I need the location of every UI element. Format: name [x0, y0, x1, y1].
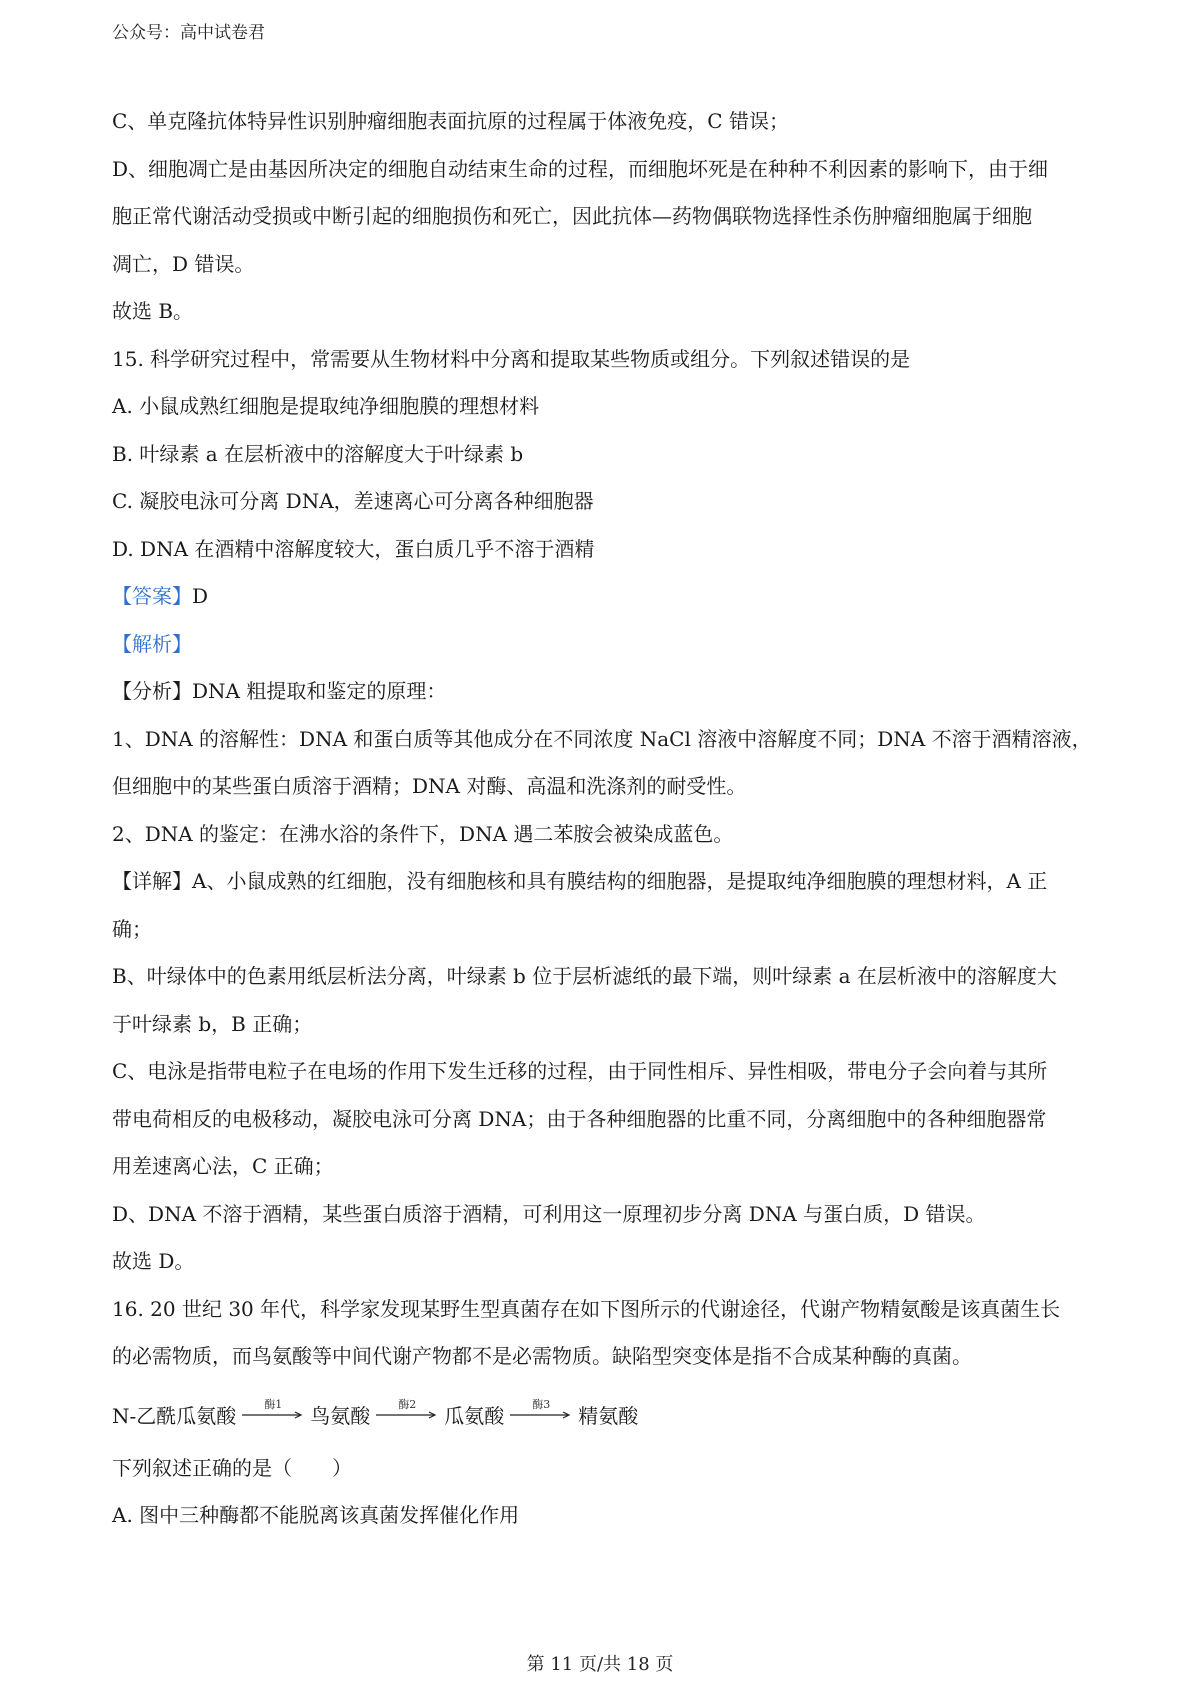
text-line: 故选 D。 [112, 1249, 195, 1273]
metabolic-pathway [112, 1385, 1102, 1445]
text-line: 的必需物质，而鸟氨酸等中间代谢产物都不是必需物质。缺陷型突变体是指不合成某种酶的真菌。 [112, 1344, 972, 1368]
text-line: 1、DNA 的溶解性：DNA 和蛋白质等其他成分在不同浓度 NaCl 溶液中溶解度不同；DNA 不溶于酒精溶液， [112, 726, 1092, 751]
text-line: 【分析】DNA 粗提取和鉴定的原理： [112, 679, 447, 703]
question-15-stem: 15. 科学研究过程中，常需要从生物材料中分离和提取某些物质或组分。下列叙述错误的是 [112, 346, 911, 371]
question-16-prompt: 下列叙述正确的是（ ） [112, 1455, 352, 1480]
option-c: C. 凝胶电泳可分离 DNA，差速离心可分离各种细胞器 [112, 489, 594, 513]
pathway-substrate: 鸟氨酸 [310, 1404, 371, 1428]
text-line: B、叶绿体中的色素用纸层析法分离，叶绿素 b 位于层析滤纸的最下端，则叶绿素 a 在层析液中的溶解度大 [112, 964, 1057, 988]
enzyme-label: 酶3 [532, 1397, 551, 1411]
pathway-arrow [242, 1399, 304, 1419]
text-line: 胞正常代谢活动受损或中断引起的细胞损伤和死亡，因此抗体—药物偶联物选择性杀伤肿瘤细胞属于细胞 [112, 204, 1032, 228]
option-b: B. 叶绿素 a 在层析液中的溶解度大于叶绿素 b [112, 441, 524, 466]
text-line: 凋亡，D 错误。 [112, 251, 255, 276]
right-arrow-icon [510, 1411, 572, 1419]
text-line: D、细胞凋亡是由基因所决定的细胞自动结束生命的过程，而细胞坏死是在种种不利因素的影响下，由于细 [112, 156, 1049, 181]
pathway-product: 精氨酸 [578, 1404, 639, 1428]
question-16-stem: 16. 20 世纪 30 年代，科学家发现某野生型真菌存在如下图所示的代谢途径，代谢产物精氨酸是该真菌生长 [112, 1296, 1061, 1321]
text-line: 故选 B。 [112, 299, 194, 323]
text-line: 2、DNA 的鉴定：在沸水浴的条件下，DNA 遇二苯胺会被染成蓝色。 [112, 821, 734, 846]
option-a: A. 小鼠成熟红细胞是提取纯净细胞膜的理想材料 [112, 394, 540, 418]
answer-label: 【答案】 [112, 584, 192, 608]
text-line: C、电泳是指带电粒子在电场的作用下发生迁移的过程，由于同性相斥、异性相吸，带电分子会向着与其所 [112, 1059, 1048, 1083]
text-line: 但细胞中的某些蛋白质溶于酒精；DNA 对酶、高温和洗涤剂的耐受性。 [112, 774, 747, 798]
enzyme-label: 酶2 [398, 1397, 417, 1411]
text-line: 用差速离心法，C 正确； [112, 1154, 334, 1178]
page-header: 公众号：高中试卷君 [112, 23, 265, 43]
text-line: C、单克隆抗体特异性识别肿瘤细胞表面抗原的过程属于体液免疫，C 错误； [112, 109, 789, 133]
option-a: A. 图中三种酶都不能脱离该真菌发挥催化作用 [112, 1503, 520, 1527]
text-line: 于叶绿素 b，B 正确； [112, 1011, 313, 1036]
right-arrow-icon [242, 1411, 304, 1419]
document-body [112, 98, 1102, 1540]
text-line: 确； [112, 916, 152, 941]
page-number: 第 11 页/共 18 页 [526, 1654, 674, 1675]
enzyme-label: 酶1 [264, 1397, 283, 1411]
analysis-label: 【解析】 [112, 631, 192, 656]
pathway-arrow [376, 1399, 438, 1419]
answer-line [112, 573, 1102, 621]
right-arrow-icon [376, 1411, 438, 1419]
pathway-substrate: 瓜氨酸 [444, 1404, 505, 1428]
pathway-substrate: N-乙酰瓜氨酸 [112, 1404, 237, 1428]
text-line: 带电荷相反的电极移动，凝胶电泳可分离 DNA；由于各种细胞器的比重不同，分离细胞中的各种细胞器常 [112, 1106, 1047, 1131]
text-line: 【详解】A、小鼠成熟的红细胞，没有细胞核和具有膜结构的细胞器，是提取纯净细胞膜的理想材料，A 正 [112, 869, 1048, 893]
pathway-arrow [510, 1399, 572, 1419]
answer-value: D [192, 584, 209, 608]
text-line: D、DNA 不溶于酒精，某些蛋白质溶于酒精，可利用这一原理初步分离 DNA 与蛋白质，D 错误。 [112, 1201, 986, 1226]
option-d: D. DNA 在酒精中溶解度较大，蛋白质几乎不溶于酒精 [112, 536, 595, 561]
